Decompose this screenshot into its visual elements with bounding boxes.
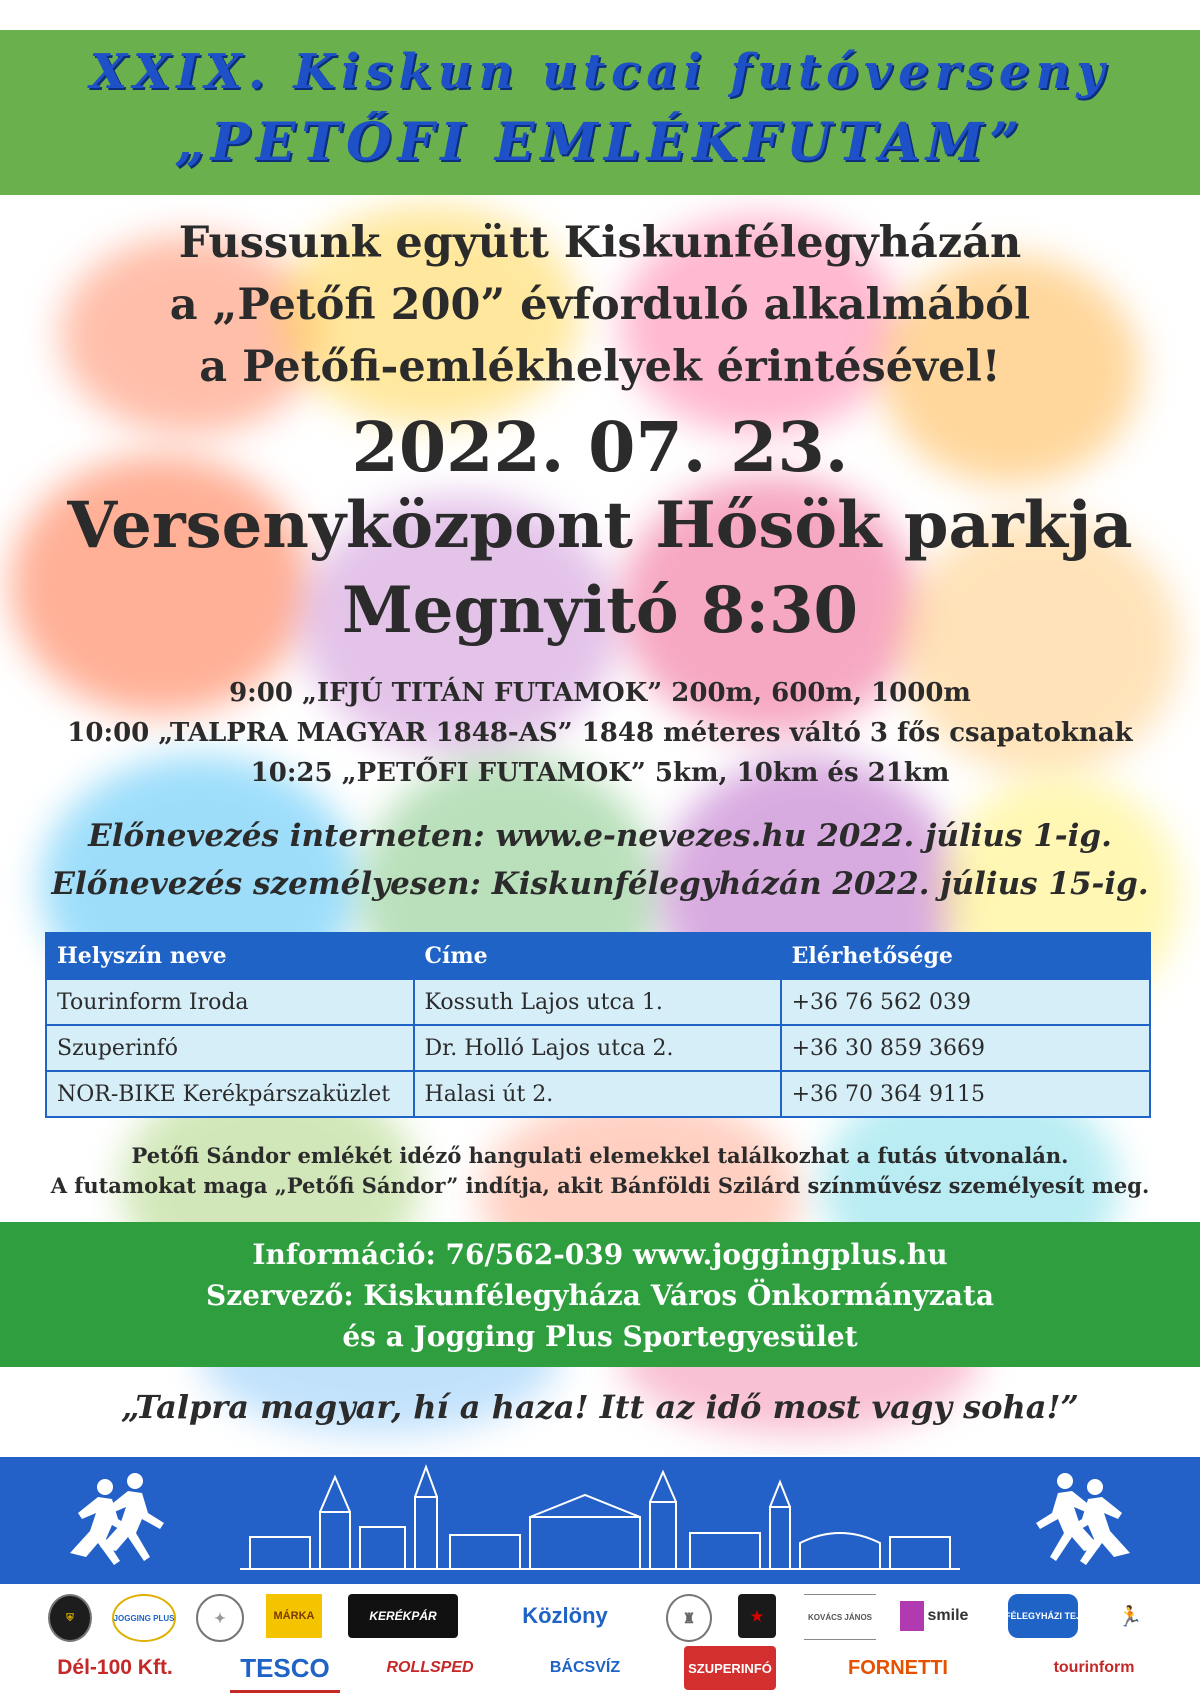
table-row [46, 979, 1150, 1025]
intro-line-2: a „Petőfi 200” évforduló alkalmából [169, 280, 1031, 330]
event-subtitle: „PETŐFI EMLÉKFUTAM” [174, 112, 1026, 173]
opening-time: Megnyitó 8:30 [341, 573, 859, 648]
location-name: NOR-BIKE Kerékpárszaküzlet [46, 1071, 414, 1117]
smile-radio-label: smile [927, 1607, 969, 1624]
runner-left-icon [70, 1473, 164, 1565]
intro-line-3: a Petőfi-emlékhelyek érintésével! [199, 342, 1001, 392]
table-header-row [46, 933, 1150, 979]
column-header-contact: Elérhetősége [781, 933, 1150, 979]
city-crest-logo: ⛨ [48, 1594, 92, 1642]
starter-note: A futamokat maga „Petőfi Sándor” indítja, akit Bánföldi Szilárd színművész személyesít meg. [50, 1173, 1150, 1198]
kozlony-logo: Közlöny [522, 1603, 608, 1628]
kovacs-janos-logo: KOVÁCS JÁNOS [804, 1594, 876, 1640]
location-name: Tourinform Iroda [46, 979, 414, 1025]
column-header-name: Helyszín neve [46, 933, 414, 979]
location-address: Kossuth Lajos utca 1. [414, 979, 781, 1025]
felegyhazi-tej-logo: FÉLEGYHÁZI TEJ [1008, 1594, 1078, 1638]
registration-online: Előnevezés interneten: www.e-nevezes.hu 2022. július 1-ig. [88, 818, 1112, 854]
locations-table [45, 932, 1151, 1118]
petofi-quote: „Talpra magyar, hí a haza! Itt az idő most vagy soha!” [121, 1388, 1079, 1426]
sponsor-logos-row-2 [0, 1638, 1200, 1698]
marka-logo: MÁRKA [266, 1594, 322, 1638]
registration-in-person: Előnevezés személyesen: Kiskunfélegyházán 2022. július 15-ig. [51, 866, 1149, 902]
route-note: Petőfi Sándor emlékét idéző hangulati elemekkel találkozhat a futás útvonalán. [131, 1143, 1069, 1168]
location-phone: +36 30 859 3669 [781, 1025, 1150, 1071]
location-phone: +36 76 562 039 [781, 979, 1150, 1025]
schedule-item-2: 10:00 „TALPRA MAGYAR 1848-AS” 1848 méteres váltó 3 fős csapatoknak [67, 718, 1133, 748]
schedule-item-3: 10:25 „PETŐFI FUTAMOK” 5km, 10km és 21km [250, 758, 950, 788]
dark-logo: ★ [738, 1594, 776, 1638]
tourinform-logo: tourinform [1053, 1659, 1135, 1676]
town-skyline [240, 1467, 960, 1569]
info-organizer: Szervező: Kiskunfélegyháza Város Önkormányzata [205, 1279, 995, 1312]
intro-line-1: Fussunk együtt Kiskunfélegyházán [178, 218, 1022, 268]
event-title: XXIX. Kiskun utcai futóverseny [89, 44, 1111, 100]
location-phone: +36 70 364 9115 [781, 1071, 1150, 1117]
bacsviz-logo: BÁCSVÍZ [549, 1659, 621, 1676]
event-date: 2022. 07. 23. [351, 408, 849, 488]
radio-icon [900, 1601, 924, 1631]
rollsped-logo: ROLLSPED [386, 1659, 474, 1676]
info-contact: Információ: 76/562-039 www.joggingplus.hu [252, 1238, 948, 1271]
table-row [46, 1071, 1150, 1117]
skyline-illustration [0, 1457, 1200, 1584]
tesco-logo: TESCO [230, 1646, 340, 1693]
szuperinfo-logo: SZUPERINFÓ [684, 1646, 776, 1690]
schedule-item-1: 9:00 „IFJÚ TITÁN FUTAMOK” 200m, 600m, 1000m [229, 678, 971, 708]
location-name: Szuperinfó [46, 1025, 414, 1071]
sponsor-logos-row-1 [0, 1586, 1200, 1646]
location-address: Dr. Holló Lajos utca 2. [414, 1025, 781, 1071]
column-header-address: Címe [414, 933, 781, 979]
del100-logo: Dél-100 Kft. [57, 1656, 173, 1679]
event-venue: Versenyközpont Hősök parkja [67, 488, 1133, 563]
norbike-logo: KERÉKPÁR [348, 1594, 458, 1638]
fornetti-logo: FORNETTI [848, 1656, 948, 1679]
location-address: Halasi út 2. [414, 1071, 781, 1117]
smile-radio-logo [892, 1594, 976, 1638]
table-row [46, 1025, 1150, 1071]
info-co-organizer: és a Jogging Plus Sportegyesület [342, 1320, 858, 1353]
runner-mascot-icon: 🏃 [1117, 1605, 1143, 1628]
museum-logo: ♜ [666, 1594, 712, 1642]
jogging-plus-logo: JOGGING PLUS [112, 1594, 176, 1642]
seal-logo: ✦ [196, 1594, 244, 1642]
runner-right-icon [1036, 1473, 1130, 1565]
